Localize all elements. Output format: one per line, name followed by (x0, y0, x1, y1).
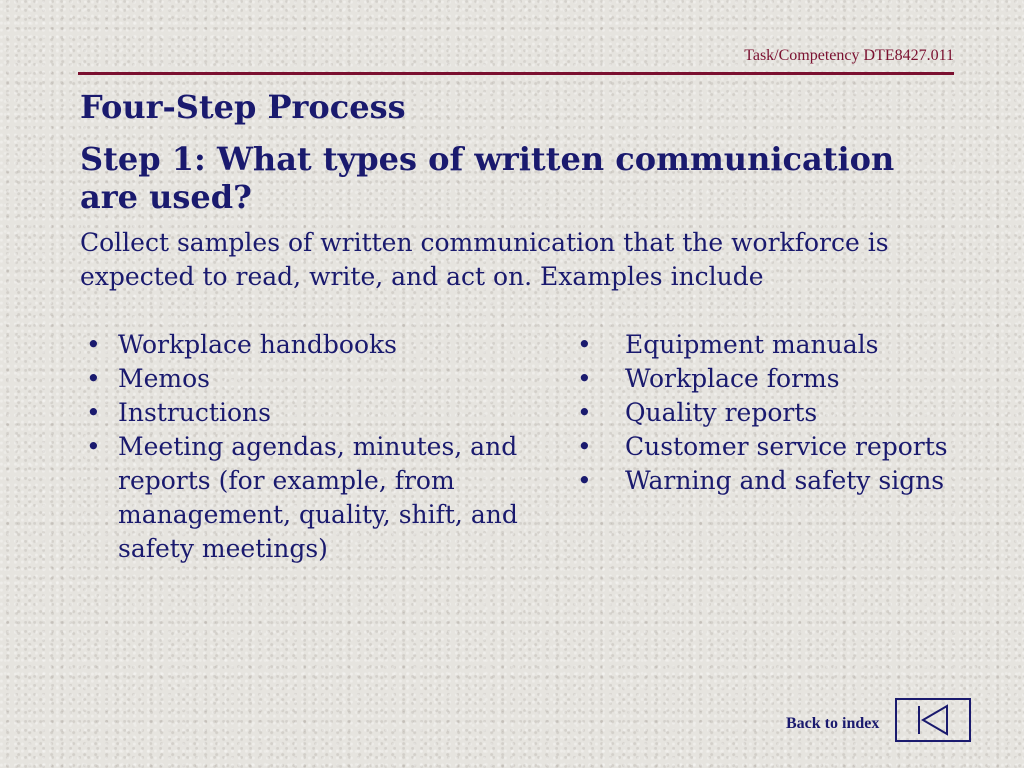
back-to-index-button[interactable] (895, 698, 971, 742)
list-item (80, 396, 540, 430)
list-item (575, 396, 995, 430)
list-item (80, 430, 540, 566)
bullet-icon: • (577, 466, 592, 495)
bullet-icon: • (86, 398, 101, 427)
bullet-icon: • (577, 330, 592, 359)
intro-text: Collect samples of written communication that the workforce is expected to read, write, and act on. Examples include (80, 228, 889, 291)
list-item (80, 328, 540, 362)
list-item-label: Workplace handbooks (118, 330, 397, 359)
list-item-label: Instructions (118, 398, 271, 427)
list-item (575, 362, 995, 396)
examples-list-right (575, 328, 995, 498)
list-item-label: Meeting agendas, minutes, and reports (for example, from management, quality, shift, and safety meetings) (118, 432, 518, 563)
list-item-label: Quality reports (625, 398, 818, 427)
bullet-icon: • (86, 432, 101, 461)
list-item (575, 464, 995, 498)
list-item (80, 362, 540, 396)
list-item-label: Customer service reports (625, 432, 948, 461)
list-item-label: Workplace forms (625, 364, 840, 393)
bullet-icon: • (86, 330, 101, 359)
list-item-label: Equipment manuals (625, 330, 879, 359)
slide-title: Four-Step Process (80, 88, 406, 126)
bullet-icon: • (86, 364, 101, 393)
back-to-index-link[interactable]: Back to index (786, 715, 880, 732)
list-item (575, 328, 995, 362)
header-rule (78, 72, 954, 75)
slide-subtitle: Step 1: What types of written communication are used? (80, 140, 895, 216)
header-code: Task/Competency DTE8427.011 (744, 47, 954, 64)
list-item (575, 430, 995, 464)
bullet-icon: • (577, 398, 592, 427)
skip-back-icon (897, 700, 969, 740)
list-item-label: Warning and safety signs (625, 466, 945, 495)
list-item-label: Memos (118, 364, 210, 393)
examples-list-left (80, 328, 540, 566)
bullet-icon: • (577, 432, 592, 461)
bullet-icon: • (577, 364, 592, 393)
